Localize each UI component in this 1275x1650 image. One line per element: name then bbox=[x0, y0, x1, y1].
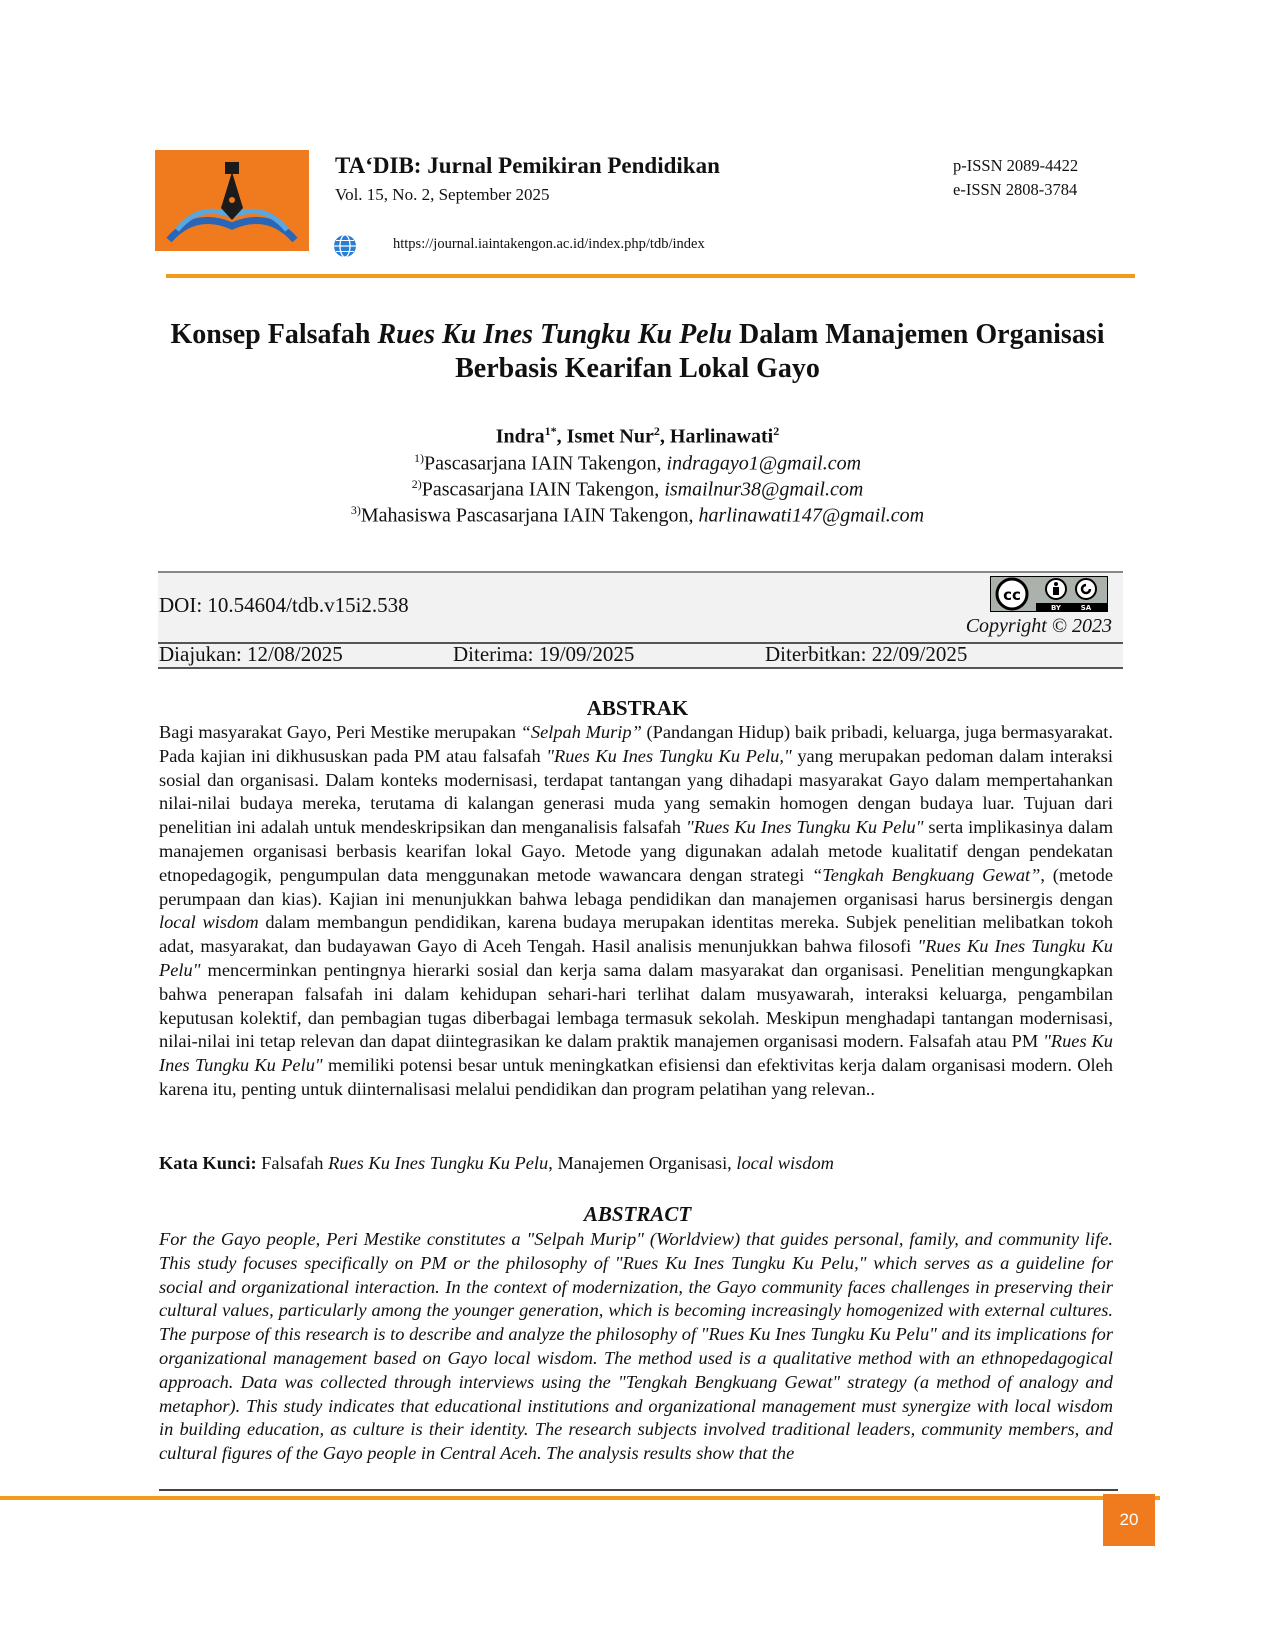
keywords-label: Kata Kunci: bbox=[159, 1153, 257, 1173]
doi[interactable]: DOI: 10.54604/tdb.v15i2.538 bbox=[159, 593, 409, 617]
abstrak-italic: "Rues Ku Ines Tungku Ku Pelu" bbox=[685, 817, 924, 838]
aff-text: Pascasarjana IAIN Takengon, bbox=[423, 452, 667, 475]
author-name: , Harlinawati bbox=[659, 425, 774, 448]
abstrak-italic: “Tengkah Bengkuang Gewat” bbox=[811, 864, 1041, 885]
abstrak-text: dalam membangun pendidikan, karena budaya merupakan identitas mereka. Subjek penelitian melibatkan tokoh adat, masyarakat, dan budayawan Gayo di Aceh Tengah. Hasil analisis menunjukkan bahwa filosofi bbox=[159, 912, 1113, 957]
author-list bbox=[100, 424, 1175, 449]
date-submitted: Diajukan: 12/08/2025 bbox=[159, 642, 343, 666]
abstrak-italic: "Rues Ku Ines Tungku Ku Pelu" bbox=[159, 936, 1113, 980]
affiliation bbox=[100, 477, 1175, 502]
issn-block bbox=[953, 154, 1078, 202]
abstract-underline bbox=[159, 1489, 1118, 1491]
abstrak-italic: local wisdom bbox=[159, 912, 259, 933]
header-divider bbox=[166, 274, 1135, 278]
date-published: Diterbitkan: 22/09/2025 bbox=[765, 642, 968, 666]
abstrak-text: , (metode perumpaan dan kias). Kajian ini menunjukkan bahwa lebaga pendidikan dan manajemen organisasi harus bersinergis dengan bbox=[159, 864, 1113, 909]
globe-icon bbox=[333, 234, 357, 258]
abstrak-text: serta implikasinya dalam manajemen organisasi berbasis kearifan lokal Gayo. Metode yang digunakan adalah metode kualitatif dengan pendekatan etnopedagogik, pengumpulan data menggunakan metode wawancara dengan strategi bbox=[159, 817, 1114, 885]
aff-text: Mahasiswa Pascasarjana IAIN Takengon, bbox=[360, 504, 699, 527]
abstrak-italic: "Rues Ku Ines Tungku Ku Pelu," bbox=[546, 745, 792, 766]
license-by: BY bbox=[1050, 604, 1062, 612]
journal-url-link[interactable]: https://journal.iaintakengon.ac.id/index.php/tdb/index bbox=[393, 236, 705, 252]
abstrak-text: memiliki potensi besar untuk meningkatkan efisiensi dan efektivitas kerja dalam organisasi modern. Oleh karena itu, penting untuk diinternalisasi melalui pendidikan dan program pelatihan yang relevan.. bbox=[159, 1055, 1113, 1099]
abstrak-heading: ABSTRAK bbox=[586, 696, 689, 720]
title-text: Konsep Falsafah bbox=[170, 319, 378, 350]
abstrak-text: Bagi masyarakat Gayo, Peri Mestike merupakan bbox=[159, 722, 521, 742]
keyword-italic: local wisdom bbox=[736, 1153, 834, 1173]
abstrak-text: (Pandangan Hidup) baik pribadi, keluarga, juga bermasyarakat. Pada kajian ini dikhususkan pada PM atau falsafah bbox=[159, 722, 1113, 766]
cc-by-sa-icon[interactable] bbox=[990, 576, 1108, 612]
meta-divider-bottom bbox=[158, 667, 1123, 669]
paper-title bbox=[100, 318, 1175, 386]
journal-title: TA‘DIB: Jurnal Pemikiran Pendidikan bbox=[335, 153, 720, 178]
journal-volume: Vol. 15, No. 2, September 2025 bbox=[335, 185, 550, 204]
abstrak-italic: “Selpah Murip” bbox=[520, 722, 642, 742]
page-number: 20 bbox=[1103, 1494, 1155, 1546]
author-sup: 1* bbox=[544, 424, 557, 438]
aff-sup: 1) bbox=[413, 451, 424, 465]
license-sa: SA bbox=[1080, 604, 1092, 612]
abstrak-italic: "Rues Ku Ines Tungku Ku Pelu" bbox=[159, 1031, 1114, 1076]
p-issn: p-ISSN 2089-4422 bbox=[953, 156, 1079, 175]
affiliation bbox=[100, 451, 1175, 476]
date-accepted: Diterima: 19/09/2025 bbox=[453, 642, 635, 666]
author-sup: 2 bbox=[653, 424, 660, 438]
svg-text:cc: cc bbox=[1003, 586, 1021, 604]
keywords bbox=[159, 1153, 834, 1174]
keyword-text: , Manajemen Organisasi, bbox=[548, 1153, 737, 1173]
abstract-body: For the Gayo people, Peri Mestike constitutes a "Selpah Murip" (Worldview) that guides personal, family, and community life. This study focuses specifically on PM or the philosophy of "Rues Ku Ines Tungku Ku Pelu," which serves as a guideline for social and organizational interaction. In the context of modernization, the Gayo community faces challenges in preserving their cultural values, particularly among the younger generation, which is becoming increasingly homogenized with external cultures. The purpose of this research is to describe and analyze the philosophy of "Rues Ku Ines Tungku Ku Pelu" and its implications for organizational management based on Gayo local wisdom. The method used is a qualitative method with an ethnopedagogical approach. Data was collected through interviews using the "Tengkah Bengkuang Gewat" strategy (a method of analogy and metaphor). This study indicates that educational institutions and organizational management must synergize with local wisdom in building education, as culture is their identity. The research subjects involved traditional leaders, community members, and cultural figures of the Gayo people in Central Aceh. The analysis results show that the bbox=[159, 1229, 1113, 1464]
abstrak-body bbox=[159, 721, 1113, 1102]
author-name: , Ismet Nur bbox=[556, 425, 654, 448]
affiliation bbox=[100, 503, 1175, 528]
author-email[interactable]: ismailnur38@gmail.com bbox=[664, 478, 864, 501]
author-name: Indra bbox=[495, 425, 545, 448]
title-line-2: Berbasis Kearifan Lokal Gayo bbox=[455, 353, 820, 384]
author-email[interactable]: harlinawati147@gmail.com bbox=[698, 504, 925, 527]
aff-text: Pascasarjana IAIN Takengon, bbox=[421, 478, 665, 501]
abstract-heading: ABSTRACT bbox=[583, 1202, 692, 1226]
aff-sup: 2) bbox=[411, 477, 422, 491]
keyword-italic: Rues Ku Ines Tungku Ku Pelu bbox=[328, 1153, 549, 1173]
title-text-2: Dalam Manajemen Organisasi bbox=[731, 319, 1105, 350]
journal-logo-icon bbox=[155, 150, 309, 251]
aff-sup: 3) bbox=[350, 503, 361, 517]
keyword-text: Falsafah bbox=[256, 1153, 329, 1173]
author-sup: 2 bbox=[773, 424, 780, 438]
e-issn: e-ISSN 2808-3784 bbox=[953, 180, 1078, 199]
title-italic: Rues Ku Ines Tungku Ku Pelu bbox=[377, 319, 732, 350]
copyright: Copyright © 2023 bbox=[965, 615, 1112, 637]
meta-divider-top bbox=[158, 571, 1123, 573]
abstrak-text: mencerminkan pentingnya hierarki sosial dan kerja sama dalam masyarakat dan organisasi. Penelitian mengungkapkan bahwa penerapan falsafah ini dalam kehidupan sehari-hari terlihat dalam musyawarah, interaksi keluarga, pengambilan keputusan kolektif, dan pembagian tugas diberbagai lembaga termasuk sekolah. Meskipun menghadapi tantangan modernisasi, nilai-nilai ini tetap relevan dan dapat diintegrasikan ke dalam praktik manajemen organisasi modern. Falsafah atau PM bbox=[159, 959, 1113, 1052]
footer-divider bbox=[0, 1496, 1160, 1500]
abstrak-text: yang merupakan pedoman dalam interaksi sosial dan organisasi. Dalam konteks modernisasi, terdapat tantangan yang dihadapi masyarakat Gayo dalam mempertahankan nilai-nilai budaya mereka, terutama di kalangan generasi muda yang semakin homogen dengan budaya luar. Tujuan dari penelitian ini adalah untuk mendeskripsikan dan menganalisis falsafah bbox=[159, 745, 1113, 838]
author-email[interactable]: indragayo1@gmail.com bbox=[666, 452, 862, 475]
